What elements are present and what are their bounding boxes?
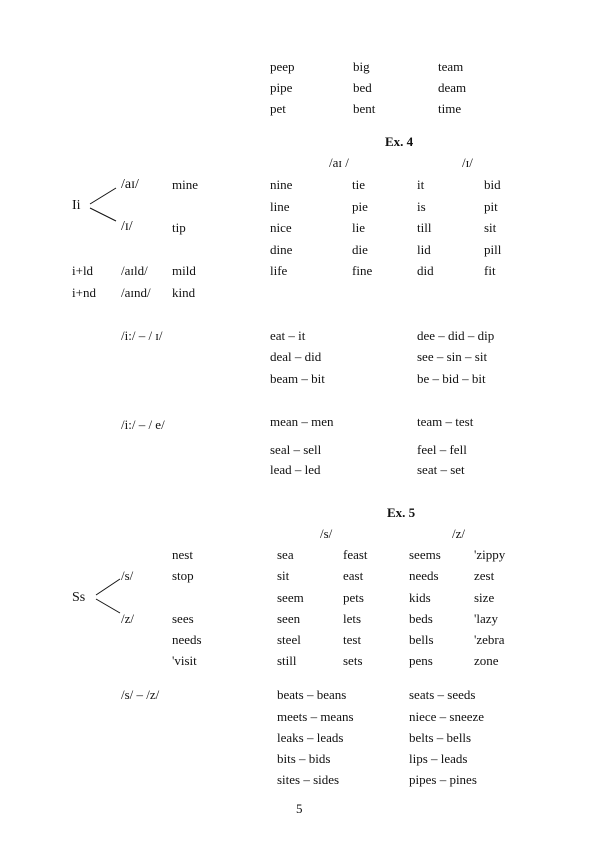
word-cell: lets [343,611,362,626]
word-cell: size [474,590,495,605]
top-word: team [438,59,464,74]
top-word: peep [270,59,295,74]
top-word: bed [353,80,372,95]
word-cell: seen [277,611,301,626]
combo-label: i+nd [72,285,96,300]
combo-sound: /aɪnd/ [121,285,151,300]
word-cell: test [343,632,362,647]
word-cell: it [417,177,425,192]
example-word: nest [172,547,193,562]
word-cell: sit [277,568,290,583]
word-cell: nine [270,177,293,192]
contrast-set: see – sin – sit [417,349,488,364]
contrast-pair: seal – sell [270,442,322,457]
word-cell: lid [417,242,431,257]
word-cell: feast [343,547,368,562]
branch-sound: /ɪ/ [121,219,133,234]
exercise-5-title: Ex. 5 [387,505,416,520]
word-cell: east [343,568,364,583]
combo-sound: /aɪld/ [121,263,148,278]
combo-label: i+ld [72,263,94,278]
contrast-label: /i:/ – / e/ [121,417,165,432]
column-heading: /s/ [320,526,333,541]
column-heading: /ɪ/ [462,155,473,170]
combo-example: kind [172,285,196,300]
top-word: pipe [270,80,293,95]
contrast-pair: feel – fell [417,442,467,457]
contrast-pair: belts – bells [409,730,472,745]
example-word: 'visit [172,653,197,668]
contrast-pair: lead – led [270,462,321,477]
contrast-pair: eat – it [270,328,306,343]
contrast-set: be – bid – bit [417,371,486,386]
contrast-pair: team – test [417,414,474,429]
word-cell: still [277,653,297,668]
word-cell: nice [270,220,292,235]
contrast-pair: seats – seeds [409,687,476,702]
top-word: big [353,59,370,74]
top-word: time [438,101,462,116]
word-cell: die [352,242,368,257]
word-cell: steel [277,632,301,647]
word-cell: did [417,263,434,278]
contrast-pair: lips – leads [409,751,468,766]
example-word: stop [172,568,194,583]
word-cell: pets [343,590,364,605]
column-heading: /z/ [452,526,465,541]
word-cell: needs [409,568,439,583]
branch-sound: /aɪ/ [121,177,139,192]
word-cell: fit [484,263,496,278]
word-cell: zone [474,653,499,668]
word-cell: bells [409,632,434,647]
contrast-pair: meets – means [277,709,354,724]
word-cell: seem [277,590,304,605]
branch-example: tip [172,220,186,235]
word-cell: seems [409,547,441,562]
letter-ii: Ii [72,198,81,213]
word-cell: is [417,199,426,214]
word-cell: pit [484,199,498,214]
word-cell: tie [352,177,365,192]
word-cell: sea [277,547,294,562]
word-cell: pens [409,653,433,668]
top-word: deam [438,80,467,95]
word-cell: 'zebra [474,632,505,647]
branch-sound: /z/ [121,611,134,626]
word-cell: bid [484,177,501,192]
top-word: bent [353,101,376,116]
contrast-pair: sites – sides [277,772,340,787]
word-cell: kids [409,590,431,605]
word-cell: 'lazy [474,611,498,626]
page-number: 5 [296,801,303,816]
column-heading: /aɪ / [329,155,349,170]
contrast-pair: deal – did [270,349,322,364]
word-cell: zest [474,568,495,583]
combo-example: mild [172,263,196,278]
contrast-pair: leaks – leads [277,730,344,745]
word-cell: beds [409,611,433,626]
example-word: needs [172,632,202,647]
exercise-4-title: Ex. 4 [385,134,414,149]
word-cell: lie [352,220,365,235]
word-cell: pill [484,242,502,257]
word-cell: dine [270,242,293,257]
contrast-pair: seat – set [417,462,465,477]
word-cell: till [417,220,432,235]
branch-example: mine [172,177,198,192]
letter-ss: Ss [72,590,86,605]
contrast-pair: pipes – pines [409,772,477,787]
contrast-pair: beats – beans [277,687,347,702]
branch-sound: /s/ [121,568,134,583]
contrast-pair: beam – bit [270,371,325,386]
contrast-label: /s/ – /z/ [121,687,160,702]
word-cell: life [270,263,288,278]
word-cell: sets [343,653,363,668]
contrast-pair: niece – sneeze [409,709,485,724]
top-word: pet [270,101,286,116]
contrast-pair: mean – men [270,414,334,429]
word-cell: line [270,199,290,214]
contrast-label: /i:/ – / ɪ/ [121,328,163,343]
contrast-set: dee – did – dip [417,328,495,343]
word-cell: fine [352,263,373,278]
word-cell: pie [352,199,368,214]
example-word: sees [172,611,194,626]
word-cell: 'zippy [474,547,506,562]
contrast-pair: bits – bids [277,751,331,766]
word-cell: sit [484,220,497,235]
